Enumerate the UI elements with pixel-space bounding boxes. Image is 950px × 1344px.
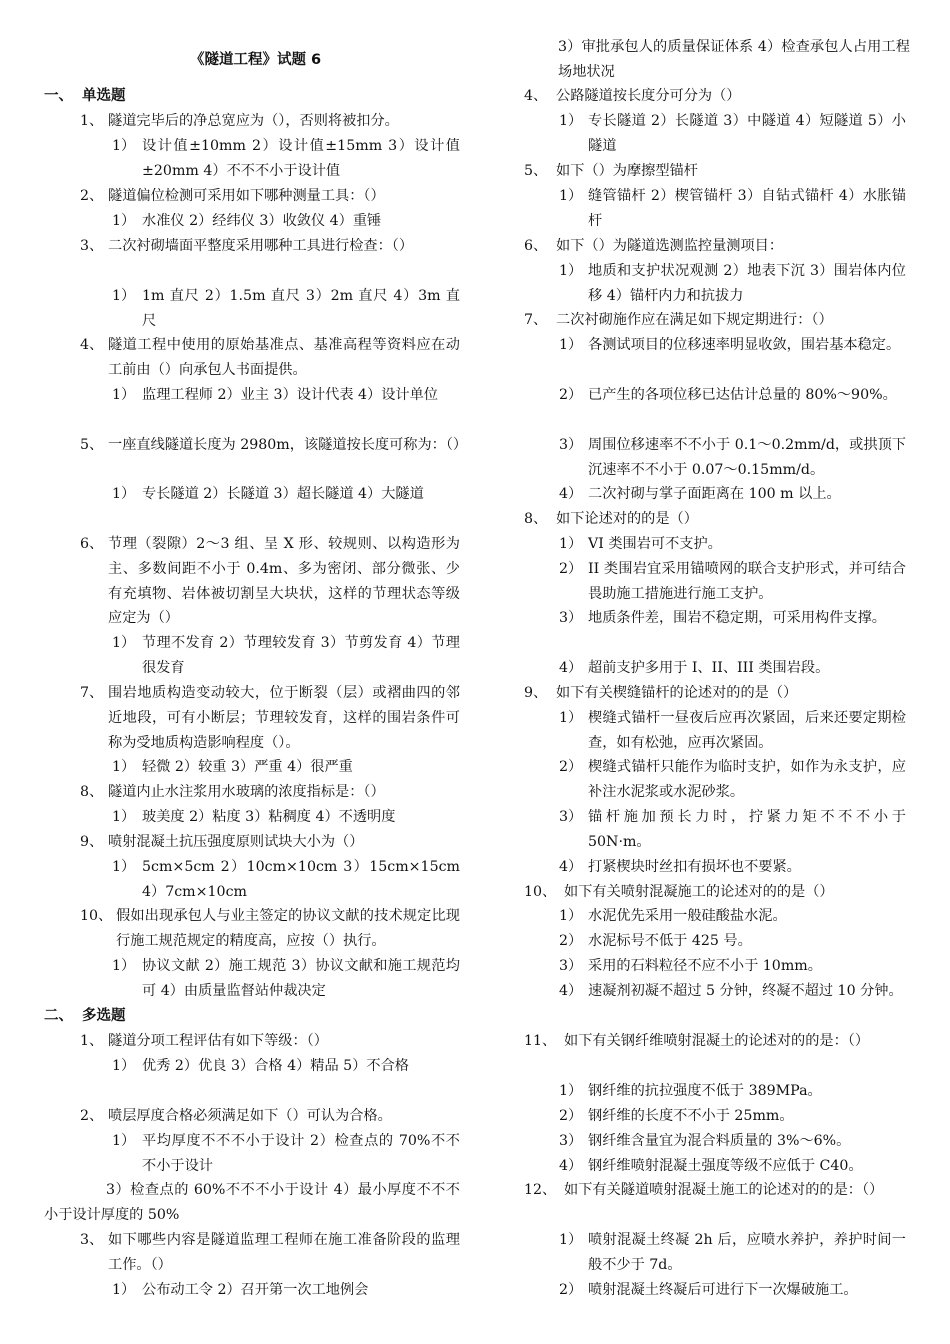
question-text: 如下哪些内容是隧道监理工程师在施工准备阶段的监理工作。（） <box>108 1232 460 1273</box>
option <box>44 855 462 905</box>
option-text: 水泥优先采用一般硅酸盐水泥。 <box>588 908 787 924</box>
option-number: 1） <box>112 1282 136 1298</box>
option <box>44 1054 462 1104</box>
option-number: 3） <box>559 437 583 453</box>
question <box>524 1029 910 1079</box>
question-number: 5、 <box>524 163 548 179</box>
question <box>44 1228 462 1278</box>
section-heading-number: 一、 <box>44 88 73 104</box>
option-number: 1） <box>112 635 136 651</box>
question-number: 9、 <box>524 685 548 701</box>
option-text: 地质条件差，围岩不稳定期，可采用构件支撑。 <box>588 610 886 626</box>
option <box>524 532 910 557</box>
option-text: II 类围岩宜采用锚喷网的联合支护形式，并可结合畏助施工措施进行施工支护。 <box>588 561 906 602</box>
question <box>524 681 910 706</box>
section-heading <box>44 1004 462 1029</box>
option-number: 3） <box>559 1133 583 1149</box>
question-text: 如下有关隧道喷射混凝土施工的论述对的的是：（） <box>564 1182 884 1198</box>
question <box>44 1029 462 1054</box>
question-text: 假如出现承包人与业主签定的协议文献的技术规定比现行施工规范规定的精度高，应按（）执行。 <box>116 908 460 949</box>
option <box>44 209 462 234</box>
option-continuation <box>524 35 910 85</box>
option-number: 3） <box>559 809 583 825</box>
option-text: 已产生的各项位移已达估计总量的 80%～90%。 <box>588 387 897 403</box>
option-text: 二次衬砌与掌子面距离在 100 m 以上。 <box>588 486 841 502</box>
option <box>44 383 462 433</box>
question-text: 节理（裂隙）2～3 组、呈 X 形、较规则、以构造形为主、多数间距不小于 0.4m、多为密闭、部分微张、少有充填物、岩体被切割呈大块状，这样的节理状态等级应定为（） <box>108 536 460 627</box>
question-text: 如下有关楔缝锚杆的论述对的的是（） <box>556 685 798 701</box>
option <box>524 656 910 681</box>
option-number: 4） <box>559 1158 583 1174</box>
option-number: 2） <box>559 759 583 775</box>
option-text: 锚杆施加预长力时，拧紧力矩不不不小于 50N·m。 <box>588 809 906 850</box>
option-text: 喷射混凝土终凝后可进行下一次爆破施工。 <box>588 1282 858 1298</box>
question-text: 隧道偏位检测可采用如下哪种测量工具：（） <box>108 188 385 204</box>
question-text: 喷层厚度合格必须满足如下（）可认为合格。 <box>108 1108 392 1124</box>
question-text: 如下（）为隧道选测监控量测项目： <box>556 238 784 254</box>
option-text: 专长隧道 2）长隧道 3）超长隧道 4）大隧道 <box>142 486 424 502</box>
option <box>524 383 910 433</box>
question-number: 1、 <box>80 113 104 129</box>
question-number: 2、 <box>80 188 104 204</box>
option-text: 楔缝式锚杆只能作为临时支护，如作为永支护，应补注水泥浆或水泥砂浆。 <box>588 759 906 800</box>
option <box>44 631 462 681</box>
question <box>524 84 910 109</box>
option-number: 1） <box>112 859 136 875</box>
option-number: 1） <box>559 113 583 129</box>
question-text: 二次衬砌施作应在满足如下规定期进行：（） <box>556 312 833 328</box>
option-number: 3） <box>559 610 583 626</box>
option <box>524 1278 910 1303</box>
option <box>524 1129 910 1154</box>
option-text: 平均厚度不不不小于设计 2）检查点的 70%不不不小于设计 <box>142 1133 460 1174</box>
question-text: 二次衬砌墙面平整度采用哪种工具进行检查：（） <box>108 238 414 254</box>
option-text: 各测试项目的位移速率明显收敛，围岩基本稳定。 <box>588 337 901 353</box>
question <box>44 1104 462 1129</box>
page-title: 《隧道工程》试题 6 <box>190 52 322 68</box>
option-number: 1） <box>559 536 583 552</box>
option <box>524 1228 910 1278</box>
option-number: 1） <box>112 958 136 974</box>
option-number: 1） <box>559 908 583 924</box>
option <box>524 904 910 929</box>
option-number: 1） <box>112 288 136 304</box>
option-text: 打紧楔块时丝扣有损坏也不要紧。 <box>588 859 801 875</box>
question <box>44 109 462 134</box>
section-heading-text: 单选题 <box>82 88 126 104</box>
option-continuation-text: 3）审批承包人的质量保证体系 4）检查承包人占用工程场地状况 <box>558 39 910 80</box>
question-number: 3、 <box>80 238 104 254</box>
question-number: 8、 <box>80 784 104 800</box>
question-text: 公路隧道按长度分可分为（） <box>556 88 741 104</box>
option-number: 3） <box>559 958 583 974</box>
option-text: 1m 直尺 2）1.5m 直尺 3）2m 直尺 4）3m 直尺 <box>142 288 460 329</box>
option <box>524 979 910 1029</box>
question-text: 喷射混凝土抗压强度原则试块大小为（） <box>108 834 364 850</box>
question-number: 1、 <box>80 1033 104 1049</box>
option <box>44 805 462 830</box>
option <box>524 433 910 483</box>
option-number: 4） <box>559 660 583 676</box>
question <box>44 780 462 805</box>
option-number: 1） <box>112 138 136 154</box>
question-number: 6、 <box>80 536 104 552</box>
question <box>524 234 910 259</box>
option-text: 协议文献 2）施工规范 3）协议文献和施工规范均可 4）由质量监督站仲裁决定 <box>142 958 460 999</box>
question <box>44 904 462 954</box>
option-number: 2） <box>559 561 583 577</box>
option-number: 1） <box>112 809 136 825</box>
option-number: 2） <box>559 1108 583 1124</box>
option-number: 1） <box>559 188 583 204</box>
question-text: 隧道内止水注浆用水玻璃的浓度指标是：（） <box>108 784 385 800</box>
section-heading <box>44 84 462 109</box>
option-text: 钢纤维喷射混凝土强度等级不应低于 C40。 <box>588 1158 863 1174</box>
question-text: 一座直线隧道长度为 2980m，该隧道按长度可称为：（） <box>108 437 468 453</box>
option-text: 监理工程师 2）业主 3）设计代表 4）设计单位 <box>142 387 438 403</box>
option-text: 缝管锚杆 2）楔管锚杆 3）自钻式锚杆 4）水胀锚杆 <box>588 188 906 229</box>
question-number: 9、 <box>80 834 104 850</box>
option <box>524 259 910 309</box>
question <box>524 159 910 184</box>
question-number: 2、 <box>80 1108 104 1124</box>
option <box>524 557 910 607</box>
question-text: 围岩地质构造变动较大，位于断裂（层）或褶曲四的邻近地段，可有小断层；节理较发育，这样的围岩条件可称为受地质构造影响程度（）。 <box>108 685 460 751</box>
option-number: 1） <box>112 387 136 403</box>
question-text: 如下（）为摩擦型锚杆 <box>556 163 698 179</box>
option-number: 1） <box>559 710 583 726</box>
option <box>44 1278 462 1303</box>
question-number: 11、 <box>524 1033 557 1049</box>
question-text: 隧道分项工程评估有如下等级：（） <box>108 1033 328 1049</box>
option-text: 专长隧道 2）长隧道 3）中隧道 4）短隧道 5）小隧道 <box>588 113 906 154</box>
option-text: 水泥标号不低于 425 号。 <box>588 933 752 949</box>
option <box>44 134 462 184</box>
option <box>524 855 910 880</box>
option <box>44 755 462 780</box>
question <box>44 234 462 284</box>
option-text: 超前支护多用于 I、II、III 类围岩段。 <box>588 660 830 676</box>
question-text: 如下论述对的的是（） <box>556 511 698 527</box>
option <box>524 1104 910 1129</box>
option-text: 轻微 2）较重 3）严重 4）很严重 <box>142 759 353 775</box>
option-text: 公布动工令 2）召开第一次工地例会 <box>142 1282 369 1298</box>
option-number: 1） <box>112 1133 136 1149</box>
option-number: 1） <box>112 486 136 502</box>
option-text: 地质和支护状况观测 2）地表下沉 3）围岩体内位移 4）锚杆内力和抗拔力 <box>588 263 906 304</box>
option-text: 采用的石料粒径不应不小于 10mm。 <box>588 958 822 974</box>
option-text: 速凝剂初凝不超过 5 分钟，终凝不超过 10 分钟。 <box>588 983 903 999</box>
option-text: 玻美度 2）粘度 3）粘稠度 4）不透明度 <box>142 809 396 825</box>
option-text: 节理不发育 2）节理较发育 3）节剪发育 4）节理很发育 <box>142 635 460 676</box>
question-number: 4、 <box>524 88 548 104</box>
question <box>524 880 910 905</box>
option-number: 4） <box>559 983 583 999</box>
option <box>524 1154 910 1179</box>
option <box>524 954 910 979</box>
option <box>44 1129 462 1179</box>
option-number: 1） <box>559 1232 583 1248</box>
question-number: 6、 <box>524 238 548 254</box>
option-number: 2） <box>559 387 583 403</box>
option-number: 1） <box>112 759 136 775</box>
option-text: 5cm×5cm 2）10cm×10cm 3）15cm×15cm 4）7cm×10cm <box>142 859 460 900</box>
option-number: 4） <box>559 486 583 502</box>
option <box>524 184 910 234</box>
question <box>44 830 462 855</box>
option-text: VI 类围岩可不支护。 <box>588 536 722 552</box>
option-text: 设计值±10mm 2）设计值±15mm 3）设计值±20mm 4）不不不小于设计值 <box>142 138 460 179</box>
question-number: 12、 <box>524 1182 557 1198</box>
option-number: 2） <box>559 1282 583 1298</box>
question <box>524 308 910 333</box>
option <box>524 333 910 383</box>
option <box>524 482 910 507</box>
question-number: 10、 <box>524 884 557 900</box>
option-text: 钢纤维的抗拉强度不低于 389MPa。 <box>588 1083 822 1099</box>
question-number: 7、 <box>80 685 104 701</box>
option-text: 钢纤维含量宜为混合料质量的 3%～6%。 <box>588 1133 851 1149</box>
option <box>524 805 910 855</box>
question-text: 如下有关喷射混凝施工的论述对的的是（） <box>564 884 834 900</box>
option <box>44 284 462 334</box>
option-text: 水准仪 2）经纬仪 3）收敛仪 4）重锤 <box>142 213 382 229</box>
question-number: 5、 <box>80 437 104 453</box>
question-number: 7、 <box>524 312 548 328</box>
option-number: 4） <box>559 859 583 875</box>
question <box>44 532 462 631</box>
question <box>44 681 462 755</box>
section-heading-number: 二、 <box>44 1008 73 1024</box>
option-continuation-text: 3）检查点的 60%不不不小于设计 4）最小厚度不不不小于设计厚度的 50% <box>44 1182 460 1223</box>
option-text: 楔缝式锚杆一昼夜后应再次紧固，后来还要定期检查，如有松弛，应再次紧固。 <box>588 710 906 751</box>
option-number: 1） <box>112 1058 136 1074</box>
question-number: 10、 <box>80 908 113 924</box>
option-text: 周围位移速率不不小于 0.1～0.2mm/d，或拱顶下沉速率不不小于 0.07～0.15mm/d。 <box>588 437 906 478</box>
question-text: 如下有关钢纤维喷射混凝土的论述对的的是：（） <box>564 1033 870 1049</box>
option <box>524 755 910 805</box>
question-text: 隧道工程中使用的原始基准点、基准高程等资料应在动工前由（）向承包人书面提供。 <box>108 337 460 378</box>
option-number: 1） <box>112 213 136 229</box>
question-number: 3、 <box>80 1232 104 1248</box>
option <box>44 954 462 1004</box>
option-continuation <box>44 1178 462 1228</box>
option-number: 2） <box>559 933 583 949</box>
question <box>44 333 462 383</box>
option-number: 1） <box>559 263 583 279</box>
option-text: 钢纤维的长度不不小于 25mm。 <box>588 1108 794 1124</box>
option-text: 喷射混凝土终凝 2h 后，应喷水养护，养护时间一般不少于 7d。 <box>588 1232 906 1273</box>
question-text: 隧道完毕后的净总宽应为（），否则将被扣分。 <box>108 113 399 129</box>
option-number: 1） <box>559 1083 583 1099</box>
option <box>524 929 910 954</box>
section-heading-text: 多选题 <box>82 1008 126 1024</box>
question-number: 4、 <box>80 337 104 353</box>
option-number: 1） <box>559 337 583 353</box>
question <box>524 507 910 532</box>
question <box>524 1178 910 1228</box>
option <box>524 706 910 756</box>
option-text: 优秀 2）优良 3）合格 4）精品 5）不合格 <box>142 1058 409 1074</box>
question <box>44 433 468 483</box>
option <box>524 109 910 159</box>
option <box>44 482 462 532</box>
option <box>524 1079 910 1104</box>
question-number: 8、 <box>524 511 548 527</box>
option <box>524 606 910 656</box>
question <box>44 184 462 209</box>
